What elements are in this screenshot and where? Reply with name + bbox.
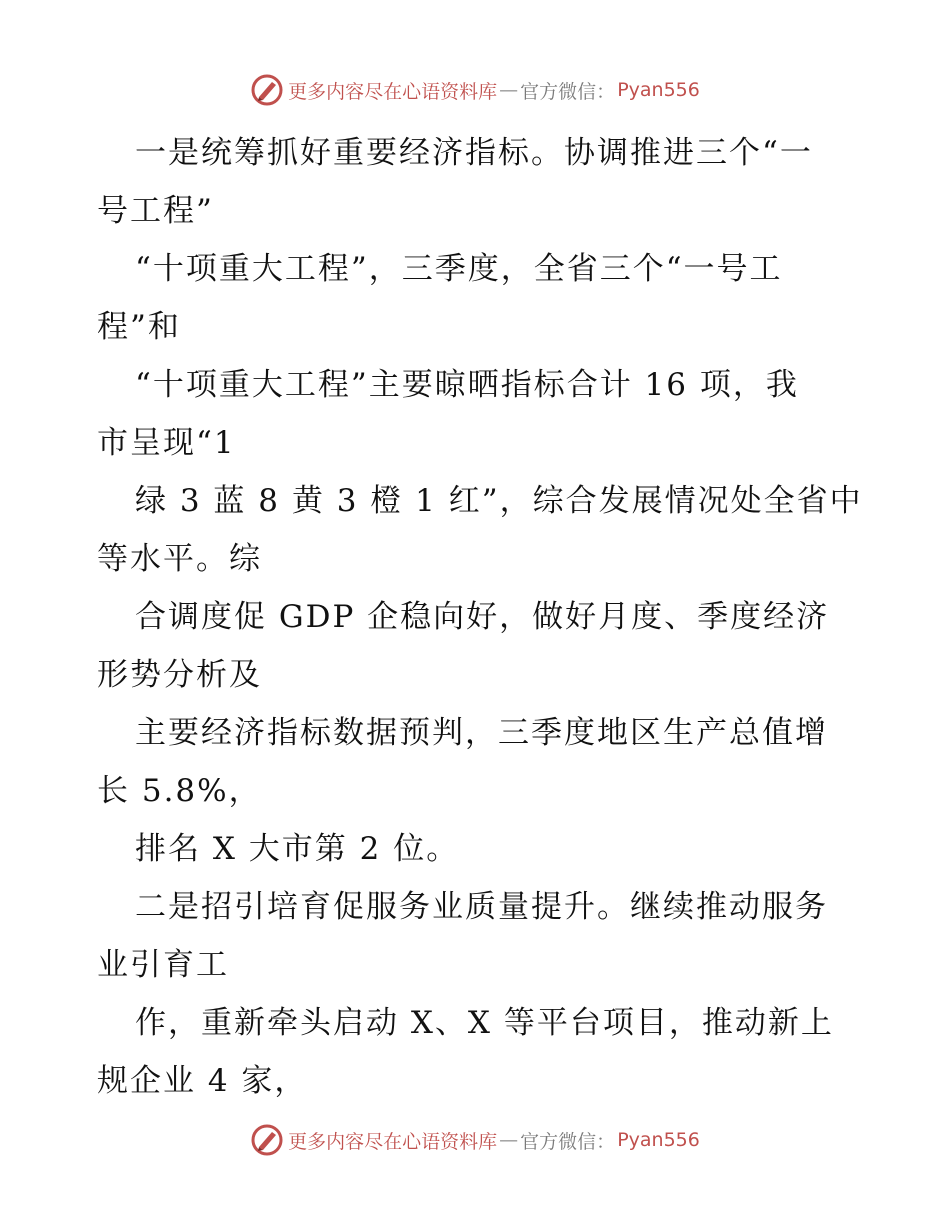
body-line: 规企业 4 家， (97, 1063, 308, 1099)
body-line: 长 5.8%， (97, 773, 262, 809)
body-line: 一是统筹抓好重要经济指标。协调推进三个“一 (135, 135, 813, 171)
body-line: 排名 X 大市第 2 位。 (135, 831, 460, 867)
body-line: 市呈现“1 (97, 425, 236, 461)
watermark-text: 更多内容尽在心语资料库 (288, 1130, 498, 1153)
body-line: 合调度促 GDP 企稳向好，做好月度、季度经济 (135, 599, 830, 635)
watermark-label: 官方微信： (520, 1130, 616, 1153)
watermark-label: 官方微信： (520, 80, 616, 103)
body-line: “十项重大工程”，三季度，全省三个“一号工 (135, 251, 783, 287)
watermark-id: Pyan556 (617, 79, 700, 101)
body-line: 作，重新牵头启动 X、X 等平台项目，推动新上 (135, 1005, 834, 1041)
header-watermark (0, 70, 950, 110)
pen-circle-logo-icon (250, 73, 284, 107)
watermark-separator: — (499, 79, 519, 101)
footer-watermark (0, 1120, 950, 1160)
body-line: 二是招引培育促服务业质量提升。继续推动服务 (135, 889, 828, 925)
body-line: 程”和 (97, 309, 181, 345)
pen-circle-logo-icon (250, 1123, 284, 1157)
document-body (97, 124, 863, 1110)
body-line: 业引育工 (97, 947, 229, 983)
watermark-text: 更多内容尽在心语资料库 (288, 80, 498, 103)
watermark-id: Pyan556 (617, 1129, 700, 1151)
body-line: 号工程” (97, 193, 214, 229)
body-line: 形势分析及 (97, 657, 262, 693)
body-line: 等水平。综 (97, 541, 262, 577)
body-line: “十项重大工程”主要晾晒指标合计 16 项，我 (135, 367, 799, 403)
body-line: 绿 3 蓝 8 黄 3 橙 1 红”，综合发展情况处全省中 (135, 483, 863, 519)
body-line: 主要经济指标数据预判，三季度地区生产总值增 (135, 715, 828, 751)
watermark-separator: — (499, 1129, 519, 1151)
